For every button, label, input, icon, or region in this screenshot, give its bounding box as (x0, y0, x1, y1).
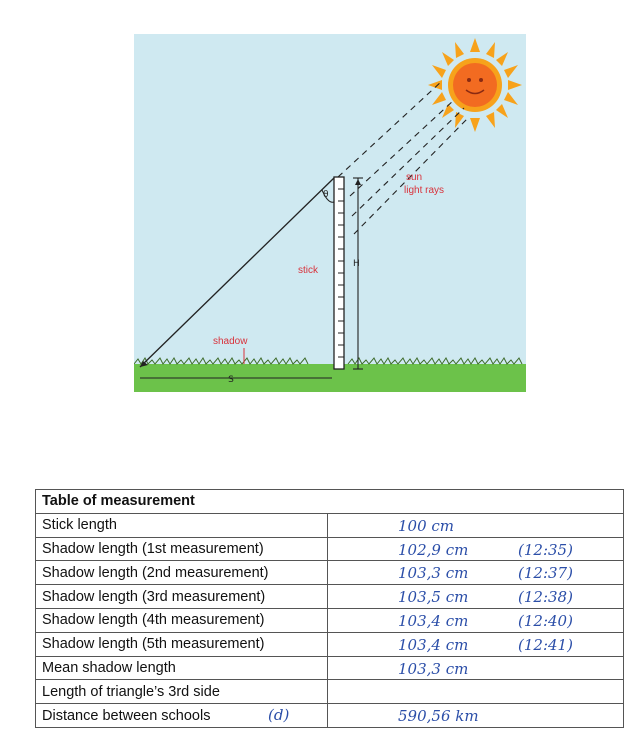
measurement-table (35, 489, 624, 728)
row-label: Length of triangle’s 3rd side (36, 680, 328, 704)
row-label: Shadow length (5th measurement) (36, 632, 328, 656)
table-row (36, 608, 624, 632)
table-row (36, 561, 624, 585)
sun-rays-label-line2: light rays (404, 185, 445, 196)
row-value-cell (328, 680, 624, 704)
row-label: Shadow length (1st measurement) (36, 537, 328, 561)
row-time: (12:37) (518, 564, 573, 583)
row-value-cell (328, 704, 624, 728)
row-time: (12:38) (518, 588, 573, 607)
row-label: Stick length (36, 513, 328, 537)
table-row (36, 537, 624, 561)
stick-shadow-diagram (134, 34, 526, 392)
shadow-label: shadow (213, 336, 248, 347)
row-value-cell (328, 561, 624, 585)
row-value: 103,4 cm (398, 611, 469, 630)
height-label: H (353, 259, 360, 269)
row-value-cell (328, 656, 624, 680)
row-time: (12:35) (518, 540, 573, 559)
row-value: 590,56 km (398, 707, 479, 726)
table-row (36, 656, 624, 680)
row-value: 103,3 cm (398, 659, 469, 678)
row-value: 100 cm (398, 516, 455, 535)
row-value: 103,5 cm (398, 588, 469, 607)
row-label: Shadow length (3rd measurement) (36, 585, 328, 609)
row-label: Mean shadow length (36, 656, 328, 680)
row-value-cell (328, 585, 624, 609)
table-row (36, 585, 624, 609)
row-label: Shadow length (2nd measurement) (36, 561, 328, 585)
theta-label: θ (323, 190, 329, 200)
sun-rays-label-line1: sun (406, 172, 423, 183)
row-value-cell (328, 608, 624, 632)
table-title: Table of measurement (36, 490, 624, 514)
row-note: (d) (268, 706, 290, 725)
stick-label: stick (298, 265, 318, 276)
row-value: 103,4 cm (398, 635, 469, 654)
table-row (36, 632, 624, 656)
shadow-length-label: S (228, 375, 234, 385)
row-value: 103,3 cm (398, 564, 469, 583)
row-value-cell (328, 537, 624, 561)
row-value-cell (328, 513, 624, 537)
row-label: Shadow length (4th measurement) (36, 608, 328, 632)
table-row (36, 704, 624, 728)
table-row (36, 513, 624, 537)
table-row (36, 680, 624, 704)
row-time: (12:41) (518, 635, 573, 654)
stick (334, 177, 344, 369)
row-value-cell (328, 632, 624, 656)
table-title-row (36, 490, 624, 514)
row-time: (12:40) (518, 611, 573, 630)
row-label-cell (36, 704, 328, 728)
row-value: 102,9 cm (398, 540, 469, 559)
row-label: Distance between schools (42, 707, 211, 724)
